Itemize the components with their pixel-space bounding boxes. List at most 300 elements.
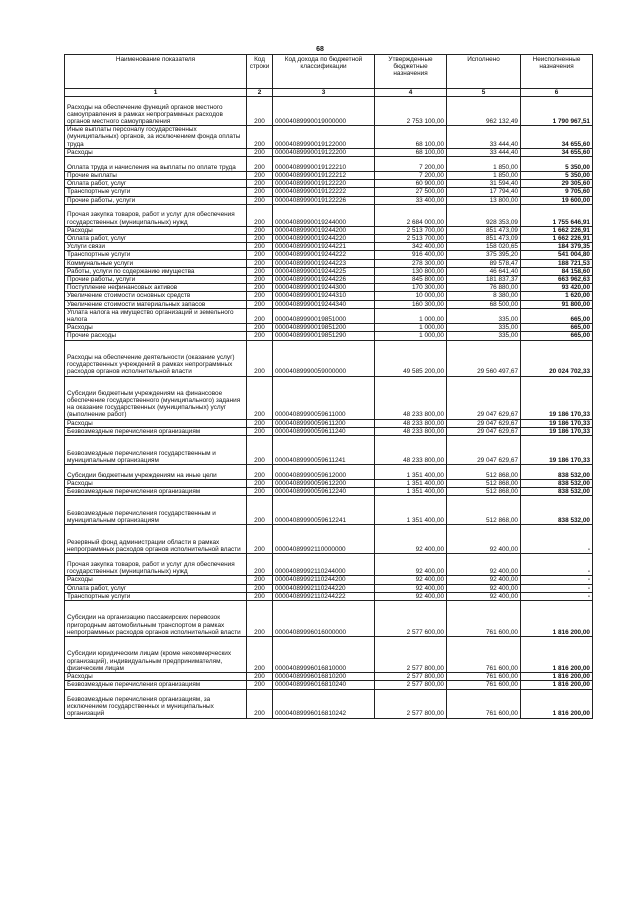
approved-cell: 1 000,00 [375, 332, 447, 340]
header-indicator-name: Наименование показателя [65, 55, 247, 89]
remaining-cell: 1 755 646,91 [521, 204, 593, 226]
table-row [65, 308, 593, 323]
indicator-name-cell: Субсидии юридическим лицам (кроме некоммерческих организаций), индивидуальным предпринимателям, физическим лицам [65, 637, 247, 673]
remaining-cell: 1 790 967,51 [521, 97, 593, 126]
table-row [65, 637, 593, 673]
indicator-name-cell: Субсидии бюджетным учреждениям на иные цели [65, 465, 247, 480]
indicator-name-cell: Субсидии на организацию пассажирских перевозок пригородным автомобильным транспортом в рамках непрограммных расходов органов исполнительной власти [65, 601, 247, 637]
executed-cell: 761 600,00 [447, 637, 521, 673]
budget-code-cell: 00004089990059000000 [273, 340, 375, 376]
executed-cell: 962 132,49 [447, 97, 521, 126]
line-code-cell: 200 [247, 188, 273, 196]
approved-cell: 1 000,00 [375, 324, 447, 332]
approved-cell: 10 000,00 [375, 292, 447, 300]
budget-code-cell: 00004089996016810000 [273, 637, 375, 673]
line-code-cell: 200 [247, 465, 273, 480]
approved-cell: 92 400,00 [375, 584, 447, 592]
approved-cell: 2 513 700,00 [375, 226, 447, 234]
indicator-name-cell: Расходы [65, 148, 247, 156]
executed-cell: 13 800,00 [447, 196, 521, 204]
table-row [65, 525, 593, 554]
indicator-name-cell: Поступление нефинансовых активов [65, 284, 247, 292]
executed-cell: 375 395,20 [447, 251, 521, 259]
line-code-cell: 200 [247, 592, 273, 600]
executed-cell: 761 600,00 [447, 689, 521, 718]
approved-cell: 48 233 800,00 [375, 419, 447, 427]
indicator-name-cell: Расходы [65, 480, 247, 488]
budget-code-cell: 00004089990019122220 [273, 180, 375, 188]
remaining-cell: 84 158,60 [521, 267, 593, 275]
table-row [65, 427, 593, 435]
table-row [65, 324, 593, 332]
line-code-cell: 200 [247, 496, 273, 525]
line-code-cell: 200 [247, 126, 273, 149]
budget-code-cell: 00004089990059612241 [273, 496, 375, 525]
remaining-cell: 19 186 170,33 [521, 436, 593, 465]
budget-code-cell: 00004089996016810240 [273, 681, 375, 689]
executed-cell: 8 380,00 [447, 292, 521, 300]
executed-cell: 335,00 [447, 324, 521, 332]
line-code-cell: 200 [247, 259, 273, 267]
table-row [65, 496, 593, 525]
executed-cell: 761 600,00 [447, 681, 521, 689]
indicator-name-cell: Коммунальные услуги [65, 259, 247, 267]
table-row [65, 584, 593, 592]
executed-cell: 1 850,00 [447, 157, 521, 172]
remaining-cell: - [521, 525, 593, 554]
approved-cell: 7 200,00 [375, 172, 447, 180]
executed-cell: 29 047 629,67 [447, 427, 521, 435]
indicator-name-cell: Расходы на обеспечение деятельности (оказание услуг) государственных учреждений в рамках непрограммных расходов органов исполнительной власти [65, 340, 247, 376]
remaining-cell: 34 655,60 [521, 148, 593, 156]
budget-code-cell: 00004089990059612000 [273, 465, 375, 480]
executed-cell: 92 400,00 [447, 525, 521, 554]
remaining-cell: 188 721,53 [521, 259, 593, 267]
line-code-cell: 200 [247, 180, 273, 188]
approved-cell: 48 233 800,00 [375, 427, 447, 435]
remaining-cell: 665,00 [521, 332, 593, 340]
executed-cell: 181 837,37 [447, 276, 521, 284]
approved-cell: 68 100,00 [375, 148, 447, 156]
table-row [65, 554, 593, 576]
executed-cell: 761 600,00 [447, 673, 521, 681]
indicator-name-cell: Увеличение стоимости материальных запасов [65, 300, 247, 308]
budget-code-cell: 00004089990059611000 [273, 376, 375, 419]
remaining-cell: 9 705,60 [521, 188, 593, 196]
budget-execution-table [64, 54, 593, 719]
remaining-cell: 19 186 170,33 [521, 427, 593, 435]
indicator-name-cell: Оплата труда и начисления на выплаты по оплате труда [65, 157, 247, 172]
approved-cell: 92 400,00 [375, 592, 447, 600]
budget-code-cell: 00004089990019244000 [273, 204, 375, 226]
line-code-cell: 200 [247, 584, 273, 592]
budget-code-cell: 00004089990019244300 [273, 284, 375, 292]
indicator-name-cell: Резервный фонд администрации области в рамках непрограммных расходов органов исполнительной власти [65, 525, 247, 554]
indicator-name-cell: Оплата работ, услуг [65, 584, 247, 592]
line-code-cell: 200 [247, 340, 273, 376]
budget-code-cell: 00004089990019244226 [273, 276, 375, 284]
table-row [65, 465, 593, 480]
line-code-cell: 200 [247, 637, 273, 673]
remaining-cell: 1 662 226,91 [521, 226, 593, 234]
table-row [65, 196, 593, 204]
column-number: 2 [247, 89, 273, 97]
executed-cell: 761 600,00 [447, 601, 521, 637]
remaining-cell: 1 816 200,00 [521, 637, 593, 673]
indicator-name-cell: Безвозмездные перечисления организациям, за исключением государственных и муниципальных организаций [65, 689, 247, 718]
executed-cell: 29 047 629,67 [447, 436, 521, 465]
indicator-name-cell: Уплата налога на имущество организаций и земельного налога [65, 308, 247, 323]
remaining-cell: - [521, 592, 593, 600]
executed-cell: 335,00 [447, 308, 521, 323]
budget-code-cell: 00004089996016810242 [273, 689, 375, 718]
line-code-cell: 200 [247, 576, 273, 584]
remaining-cell: 1 816 200,00 [521, 681, 593, 689]
executed-cell: 33 444,40 [447, 148, 521, 156]
table-row [65, 292, 593, 300]
approved-cell: 27 500,00 [375, 188, 447, 196]
executed-cell: 68 500,00 [447, 300, 521, 308]
indicator-name-cell: Субсидии бюджетным учреждениям на финансовое обеспечение государственного (муниципального) задания на оказание государственных (муниципальных) услуг (выполнение работ) [65, 376, 247, 419]
executed-cell: 29 560 497,67 [447, 340, 521, 376]
indicator-name-cell: Прочие работы, услуги [65, 196, 247, 204]
remaining-cell: 19 186 170,33 [521, 376, 593, 419]
executed-cell: 31 594,40 [447, 180, 521, 188]
budget-code-cell: 00004089990019122200 [273, 148, 375, 156]
budget-code-cell: 00004089990019244310 [273, 292, 375, 300]
line-code-cell: 200 [247, 148, 273, 156]
table-row [65, 204, 593, 226]
budget-code-cell: 00004089990059612240 [273, 488, 375, 496]
remaining-cell: 665,00 [521, 308, 593, 323]
budget-code-cell: 00004089992110244200 [273, 576, 375, 584]
budget-code-cell: 00004089990019122210 [273, 157, 375, 172]
line-code-cell: 200 [247, 276, 273, 284]
executed-cell: 851 473,09 [447, 226, 521, 234]
executed-cell: 512 868,00 [447, 488, 521, 496]
approved-cell: 68 100,00 [375, 126, 447, 149]
header-line-code: Код строки [247, 55, 273, 89]
table-row [65, 157, 593, 172]
line-code-cell: 200 [247, 554, 273, 576]
remaining-cell: 19 186 170,33 [521, 419, 593, 427]
approved-cell: 1 351 400,00 [375, 496, 447, 525]
header-remaining: Неисполненные назначения [521, 55, 593, 89]
approved-cell: 2 577 800,00 [375, 681, 447, 689]
table-row [65, 226, 593, 234]
line-code-cell: 200 [247, 332, 273, 340]
approved-cell: 1 000,00 [375, 308, 447, 323]
line-code-cell: 200 [247, 601, 273, 637]
budget-code-cell: 00004089990019851000 [273, 308, 375, 323]
line-code-cell: 200 [247, 97, 273, 126]
table-row [65, 592, 593, 600]
budget-code-cell: 00004089992110000000 [273, 525, 375, 554]
budget-code-cell: 00004089990059611241 [273, 436, 375, 465]
remaining-cell: 838 532,00 [521, 480, 593, 488]
table-row [65, 332, 593, 340]
approved-cell: 92 400,00 [375, 576, 447, 584]
budget-code-cell: 00004089990019851290 [273, 332, 375, 340]
table-row [65, 97, 593, 126]
executed-cell: 335,00 [447, 332, 521, 340]
budget-code-cell: 00004089990019244221 [273, 243, 375, 251]
line-code-cell: 200 [247, 436, 273, 465]
budget-code-cell: 00004089990019122212 [273, 172, 375, 180]
line-code-cell: 200 [247, 226, 273, 234]
table-row [65, 172, 593, 180]
remaining-cell: - [521, 554, 593, 576]
table-row [65, 601, 593, 637]
budget-code-cell: 00004089990019851200 [273, 324, 375, 332]
executed-cell: 89 578,47 [447, 259, 521, 267]
line-code-cell: 200 [247, 525, 273, 554]
executed-cell: 29 047 629,67 [447, 419, 521, 427]
column-number: 3 [273, 89, 375, 97]
budget-code-cell: 00004089990019122000 [273, 126, 375, 149]
table-row [65, 376, 593, 419]
line-code-cell: 200 [247, 235, 273, 243]
executed-cell: 512 868,00 [447, 465, 521, 480]
executed-cell: 851 473,09 [447, 235, 521, 243]
indicator-name-cell: Транспортные услуги [65, 188, 247, 196]
line-code-cell: 200 [247, 284, 273, 292]
indicator-name-cell: Прочие расходы [65, 332, 247, 340]
approved-cell: 2 577 800,00 [375, 673, 447, 681]
remaining-cell: 1 662 226,91 [521, 235, 593, 243]
line-code-cell: 200 [247, 324, 273, 332]
remaining-cell: 19 600,00 [521, 196, 593, 204]
budget-code-cell: 00004089990019122226 [273, 196, 375, 204]
remaining-cell: 34 655,60 [521, 126, 593, 149]
approved-cell: 278 300,00 [375, 259, 447, 267]
column-number: 5 [447, 89, 521, 97]
column-number: 6 [521, 89, 593, 97]
indicator-name-cell: Увеличение стоимости основных средств [65, 292, 247, 300]
executed-cell: 1 850,00 [447, 172, 521, 180]
table-row [65, 267, 593, 275]
remaining-cell: - [521, 584, 593, 592]
approved-cell: 916 400,00 [375, 251, 447, 259]
executed-cell: 92 400,00 [447, 554, 521, 576]
header-approved: Утвержденные бюджетные назначения [375, 55, 447, 89]
budget-code-cell: 00004089992110244220 [273, 584, 375, 592]
table-row [65, 576, 593, 584]
executed-cell: 928 353,09 [447, 204, 521, 226]
remaining-cell: 665,00 [521, 324, 593, 332]
budget-code-cell: 00004089996016810200 [273, 673, 375, 681]
line-code-cell: 200 [247, 292, 273, 300]
approved-cell: 48 233 800,00 [375, 376, 447, 419]
approved-cell: 2 684 000,00 [375, 204, 447, 226]
remaining-cell: 5 350,00 [521, 172, 593, 180]
executed-cell: 33 444,40 [447, 126, 521, 149]
remaining-cell: 1 816 200,00 [521, 673, 593, 681]
approved-cell: 342 400,00 [375, 243, 447, 251]
remaining-cell: 1 816 200,00 [521, 689, 593, 718]
executed-cell: 92 400,00 [447, 584, 521, 592]
table-row [65, 243, 593, 251]
table-row [65, 689, 593, 718]
remaining-cell: 1 816 200,00 [521, 601, 593, 637]
table-row [65, 276, 593, 284]
line-code-cell: 200 [247, 480, 273, 488]
table-row [65, 673, 593, 681]
remaining-cell: 20 024 702,33 [521, 340, 593, 376]
approved-cell: 2 753 100,00 [375, 97, 447, 126]
executed-cell: 92 400,00 [447, 592, 521, 600]
indicator-name-cell: Транспортные услуги [65, 592, 247, 600]
approved-cell: 48 233 800,00 [375, 436, 447, 465]
approved-cell: 1 351 400,00 [375, 480, 447, 488]
indicator-name-cell: Расходы [65, 673, 247, 681]
line-code-cell: 200 [247, 300, 273, 308]
table-row [65, 480, 593, 488]
column-number: 1 [65, 89, 247, 97]
approved-cell: 92 400,00 [375, 525, 447, 554]
line-code-cell: 200 [247, 172, 273, 180]
approved-cell: 2 577 800,00 [375, 689, 447, 718]
line-code-cell: 200 [247, 267, 273, 275]
indicator-name-cell: Работы, услуги по содержанию имущества [65, 267, 247, 275]
indicator-name-cell: Безвозмездные перечисления организациям [65, 488, 247, 496]
line-code-cell: 200 [247, 673, 273, 681]
table-row [65, 251, 593, 259]
indicator-name-cell: Прочая закупка товаров, работ и услуг для обеспечения государственных (муниципальных) нужд [65, 554, 247, 576]
remaining-cell: 838 532,00 [521, 465, 593, 480]
indicator-name-cell: Прочие работы, услуги [65, 276, 247, 284]
line-code-cell: 200 [247, 427, 273, 435]
executed-cell: 512 868,00 [447, 480, 521, 488]
approved-cell: 170 300,00 [375, 284, 447, 292]
indicator-name-cell: Оплата работ, услуг [65, 235, 247, 243]
line-code-cell: 200 [247, 157, 273, 172]
indicator-name-cell: Иные выплаты персоналу государственных (муниципальных) органов, за исключением фонда оплаты труда [65, 126, 247, 149]
approved-cell: 7 200,00 [375, 157, 447, 172]
indicator-name-cell: Расходы на обеспечение функций органов местного самоуправления в рамках непрограммных расходов органов местного самоуправления [65, 97, 247, 126]
budget-code-cell: 00004089990019244220 [273, 235, 375, 243]
table-row [65, 436, 593, 465]
budget-code-cell: 00004089990059611240 [273, 427, 375, 435]
budget-code-cell: 00004089990019244222 [273, 251, 375, 259]
indicator-name-cell: Безвозмездные перечисления государственным и муниципальным организациям [65, 496, 247, 525]
indicator-name-cell: Безвозмездные перечисления организациям [65, 427, 247, 435]
approved-cell: 845 800,00 [375, 276, 447, 284]
indicator-name-cell: Расходы [65, 419, 247, 427]
executed-cell: 92 400,00 [447, 576, 521, 584]
line-code-cell: 200 [247, 196, 273, 204]
indicator-name-cell: Прочие выплаты [65, 172, 247, 180]
indicator-name-cell: Расходы [65, 226, 247, 234]
remaining-cell: 838 532,00 [521, 496, 593, 525]
remaining-cell: 93 420,00 [521, 284, 593, 292]
table-row [65, 300, 593, 308]
budget-code-cell: 00004089996016000000 [273, 601, 375, 637]
approved-cell: 130 800,00 [375, 267, 447, 275]
line-code-cell: 200 [247, 376, 273, 419]
remaining-cell: 663 962,63 [521, 276, 593, 284]
approved-cell: 1 351 400,00 [375, 488, 447, 496]
indicator-name-cell: Оплата работ, услуг [65, 180, 247, 188]
table-row [65, 259, 593, 267]
executed-cell: 17 794,40 [447, 188, 521, 196]
budget-code-cell: 00004089990019122222 [273, 188, 375, 196]
budget-code-cell: 00004089990019000000 [273, 97, 375, 126]
column-number: 4 [375, 89, 447, 97]
budget-code-cell: 00004089992110244000 [273, 554, 375, 576]
indicator-name-cell: Безвозмездные перечисления организациям [65, 681, 247, 689]
line-code-cell: 200 [247, 204, 273, 226]
approved-cell: 92 400,00 [375, 554, 447, 576]
line-code-cell: 200 [247, 251, 273, 259]
table-row [65, 235, 593, 243]
table-row [65, 148, 593, 156]
indicator-name-cell: Безвозмездные перечисления государственным и муниципальным организациям [65, 436, 247, 465]
indicator-name-cell: Транспортные услуги [65, 251, 247, 259]
budget-code-cell: 00004089990019244225 [273, 267, 375, 275]
indicator-name-cell: Услуги связи [65, 243, 247, 251]
line-code-cell: 200 [247, 681, 273, 689]
table-row [65, 180, 593, 188]
remaining-cell: 1 620,00 [521, 292, 593, 300]
line-code-cell: 200 [247, 689, 273, 718]
executed-cell: 158 020,65 [447, 243, 521, 251]
executed-cell: 512 868,00 [447, 496, 521, 525]
approved-cell: 1 351 400,00 [375, 465, 447, 480]
budget-code-cell: 00004089990059611200 [273, 419, 375, 427]
column-number-row [65, 89, 593, 97]
header-executed: Исполнено [447, 55, 521, 89]
executed-cell: 46 641,40 [447, 267, 521, 275]
indicator-name-cell: Расходы [65, 324, 247, 332]
approved-cell: 60 900,00 [375, 180, 447, 188]
approved-cell: 2 513 700,00 [375, 235, 447, 243]
budget-code-cell: 00004089990019244200 [273, 226, 375, 234]
header-row [65, 55, 593, 89]
line-code-cell: 200 [247, 308, 273, 323]
executed-cell: 76 880,00 [447, 284, 521, 292]
table-row [65, 419, 593, 427]
approved-cell: 33 400,00 [375, 196, 447, 204]
table-row [65, 340, 593, 376]
line-code-cell: 200 [247, 488, 273, 496]
page-number: 68 [316, 46, 324, 53]
table-row [65, 681, 593, 689]
remaining-cell: 91 800,00 [521, 300, 593, 308]
table-row [65, 188, 593, 196]
table-row [65, 284, 593, 292]
indicator-name-cell: Расходы [65, 576, 247, 584]
executed-cell: 29 047 629,67 [447, 376, 521, 419]
table-row [65, 488, 593, 496]
budget-code-cell: 00004089990019244340 [273, 300, 375, 308]
remaining-cell: - [521, 576, 593, 584]
remaining-cell: 541 004,80 [521, 251, 593, 259]
line-code-cell: 200 [247, 243, 273, 251]
remaining-cell: 5 350,00 [521, 157, 593, 172]
line-code-cell: 200 [247, 419, 273, 427]
approved-cell: 2 577 600,00 [375, 601, 447, 637]
header-budget-code: Код дохода по бюджетной классификации [273, 55, 375, 89]
approved-cell: 2 577 800,00 [375, 637, 447, 673]
remaining-cell: 184 379,35 [521, 243, 593, 251]
approved-cell: 160 300,00 [375, 300, 447, 308]
budget-code-cell: 00004089992110244222 [273, 592, 375, 600]
indicator-name-cell: Прочая закупка товаров, работ и услуг для обеспечения государственных (муниципальных) нужд [65, 204, 247, 226]
approved-cell: 49 585 200,00 [375, 340, 447, 376]
budget-code-cell: 00004089990059612200 [273, 480, 375, 488]
table-row [65, 126, 593, 149]
